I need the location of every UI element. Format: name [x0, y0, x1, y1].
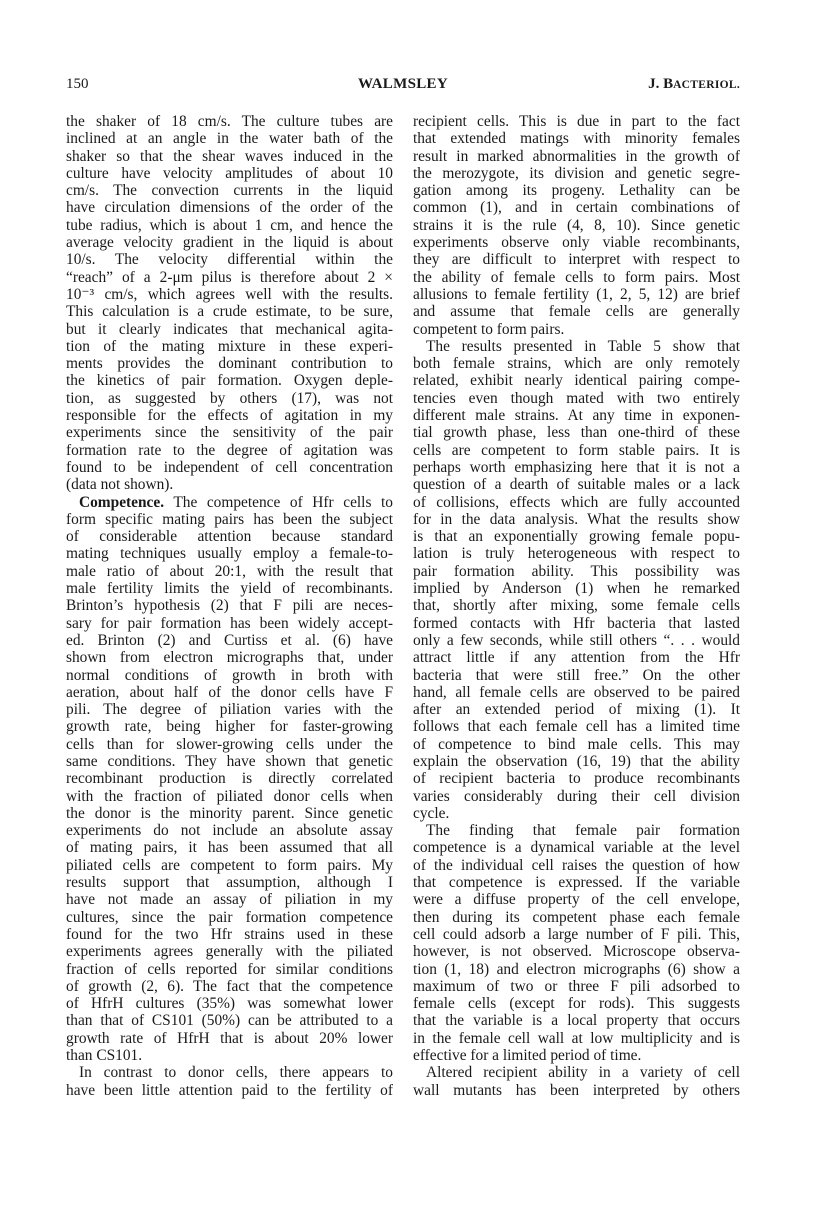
text-line — [66, 424, 393, 441]
text-line — [413, 251, 740, 268]
line-text: tion of the mating mixture in these experi- — [66, 337, 393, 355]
journal-rest: ACTERIOL. — [673, 79, 740, 91]
text-line — [66, 1082, 393, 1099]
line-text: form specific mating pairs has been the subject — [66, 510, 393, 528]
line-text: same conditions. They have shown that genetic — [66, 752, 393, 770]
line-text: normal conditions of growth in broth with — [66, 666, 393, 684]
text-line — [413, 632, 740, 649]
text-line — [66, 978, 393, 995]
line-text: however, is not observed. Microscope observa- — [413, 943, 740, 961]
text-line — [413, 459, 740, 476]
text-line — [66, 563, 393, 580]
line-text: cells are competent to form stable pairs. It is — [413, 441, 740, 459]
line-text: Altered recipient ability in a variety of cell — [426, 1064, 740, 1082]
text-line — [413, 355, 740, 372]
line-text: recipient cells. This is due in part to the fact — [413, 113, 740, 130]
text-line — [413, 442, 740, 459]
line-text: 10⁻³ cm/s, which agrees well with the results. — [66, 285, 393, 303]
text-line — [66, 407, 393, 424]
journal-prefix: J. B — [648, 76, 674, 92]
text-line — [66, 805, 393, 822]
line-text: ments provides the dominant contribution to — [66, 355, 393, 373]
line-text: experiments do not include an absolute assay — [66, 822, 393, 840]
line-text: inclined at an angle in the water bath of the — [66, 130, 393, 148]
text-line — [66, 736, 393, 753]
line-text: aeration, about half of the donor cells have F — [66, 683, 393, 701]
text-line — [413, 1082, 740, 1099]
line-text: for in the data analysis. What the results show — [413, 510, 740, 528]
line-text: Brinton’s hypothesis (2) that F pili are neces- — [66, 597, 393, 615]
text-line — [413, 926, 740, 943]
section-heading: Competence. — [79, 493, 165, 511]
line-text: piliated cells are competent to form pairs. My — [66, 856, 393, 874]
text-line — [413, 718, 740, 735]
line-text: have been little attention paid to the fertility of — [66, 1081, 393, 1099]
page-number: 150 — [66, 76, 89, 92]
text-line — [66, 355, 393, 372]
text-line — [413, 667, 740, 684]
line-text: responsible for the effects of agitation in my — [66, 407, 393, 425]
text-line — [413, 874, 740, 891]
text-line — [66, 338, 393, 355]
text-line — [413, 199, 740, 216]
line-text: female cells (except for rods). This suggests — [413, 995, 740, 1013]
line-text: varies considerably during their cell division — [413, 787, 740, 805]
text-line — [413, 148, 740, 165]
line-text: then during its competent phase each female — [413, 908, 740, 926]
line-text: The competence of Hfr cells to — [164, 493, 393, 511]
running-head-author: WALMSLEY — [358, 76, 448, 92]
text-line — [413, 321, 740, 338]
line-text: of HfrH cultures (35%) was somewhat lower — [66, 995, 393, 1013]
text-line — [413, 943, 740, 960]
text-line — [413, 407, 740, 424]
line-text: 10/s. The velocity differential within the — [66, 251, 393, 269]
line-text: results support that assumption, although I — [66, 874, 393, 892]
text-line — [413, 995, 740, 1012]
text-line — [66, 528, 393, 545]
line-text: shaker so that the shear waves induced in the — [66, 147, 393, 165]
text-line — [66, 788, 393, 805]
line-text: the ability of female cells to form pairs. Most — [413, 268, 740, 286]
line-text: pair formation ability. This possibility was — [413, 562, 740, 580]
text-line — [66, 511, 393, 528]
line-text: maximum of two or three F pili adsorbed to — [413, 977, 740, 995]
journal-name — [648, 76, 740, 93]
line-text: formation rate to the degree of agitation was — [66, 441, 393, 459]
text-line — [413, 338, 740, 355]
text-line — [413, 1012, 740, 1029]
text-line — [66, 165, 393, 182]
line-text: cells than for slower-growing cells under the — [66, 735, 393, 753]
line-text: have circulation dimensions of the order of the — [66, 199, 393, 217]
line-text: gation among its progeny. Lethality can be — [413, 182, 740, 200]
text-line — [413, 476, 740, 493]
text-line — [66, 995, 393, 1012]
text-line — [66, 442, 393, 459]
text-line — [413, 511, 740, 528]
line-text: experiments observe only viable recombinants, — [413, 234, 740, 252]
text-line — [413, 788, 740, 805]
text-line — [66, 234, 393, 251]
text-line — [66, 580, 393, 597]
line-text: of competence to bind male cells. This may — [413, 735, 740, 753]
text-line — [413, 372, 740, 389]
text-line — [66, 839, 393, 856]
text-line — [66, 148, 393, 165]
text-line — [66, 1047, 393, 1064]
line-text: perhaps worth emphasizing here that it is not a — [413, 458, 740, 476]
text-line — [66, 372, 393, 389]
left-column — [66, 113, 393, 1099]
line-text: tion (1, 18) and electron micrographs (6) show a — [413, 960, 740, 978]
text-line — [66, 632, 393, 649]
text-line — [66, 321, 393, 338]
line-text: competent to form pairs. — [413, 320, 565, 338]
line-text: the shaker of 18 cm/s. The culture tubes are — [66, 113, 393, 130]
text-line — [413, 286, 740, 303]
text-line — [66, 113, 393, 130]
text-line — [413, 891, 740, 908]
text-line — [66, 286, 393, 303]
line-text: of mating pairs, it has been assumed that all — [66, 839, 393, 857]
text-line — [66, 718, 393, 735]
text-line — [413, 165, 740, 182]
text-line — [66, 130, 393, 147]
line-text: effective for a limited period of time. — [413, 1047, 642, 1065]
line-text: only a few seconds, while still others “. . . would — [413, 631, 740, 649]
text-line — [66, 597, 393, 614]
line-text: that extended matings with minority females — [413, 130, 740, 148]
text-line — [66, 1064, 393, 1081]
text-line — [413, 234, 740, 251]
line-text: of collisions, effects which are fully accounted — [413, 493, 740, 511]
text-line — [413, 182, 740, 199]
line-text: the merozygote, its division and genetic segre- — [413, 164, 740, 182]
text-line — [413, 770, 740, 787]
line-text: both female strains, which are only remotely — [413, 355, 740, 373]
text-line — [66, 891, 393, 908]
text-line — [66, 961, 393, 978]
text-line — [413, 597, 740, 614]
text-line — [66, 615, 393, 632]
line-text: have not made an assay of piliation in my — [66, 891, 393, 909]
line-text: of the individual cell raises the question of how — [413, 856, 740, 874]
line-text: cm/s. The convection currents in the liquid — [66, 182, 393, 200]
line-text: question of a dearth of suitable males or a lack — [413, 476, 740, 494]
line-text: cycle. — [413, 804, 450, 822]
line-text: of recipient bacteria to produce recombinants — [413, 770, 740, 788]
text-line — [413, 857, 740, 874]
line-text: growth rate, being higher for faster-growing — [66, 718, 393, 736]
right-column — [413, 113, 740, 1099]
text-line — [66, 303, 393, 320]
text-line — [66, 857, 393, 874]
text-line — [66, 390, 393, 407]
text-line — [413, 805, 740, 822]
text-line — [413, 390, 740, 407]
text-line — [66, 494, 393, 511]
line-text: growth rate of HfrH that is about 20% lower — [66, 1029, 393, 1047]
line-text: cultures, since the pair formation competence — [66, 908, 393, 926]
line-text: but it clearly indicates that mechanical agita- — [66, 320, 393, 338]
line-text: competence is a dynamical variable at the level — [413, 839, 740, 857]
line-text: with the fraction of piliated donor cells when — [66, 787, 393, 805]
text-line — [413, 545, 740, 562]
text-line — [413, 615, 740, 632]
line-text: that competence is expressed. If the variable — [413, 874, 740, 892]
text-line — [66, 1012, 393, 1029]
line-text: male ratio of about 20:1, with the result that — [66, 562, 393, 580]
line-text: that the variable is a local property that occurs — [413, 1012, 740, 1030]
line-text: tencies even though mated with two entirely — [413, 389, 740, 407]
line-text: formed contacts with Hfr bacteria that lasted — [413, 614, 740, 632]
text-line — [66, 182, 393, 199]
text-line — [66, 545, 393, 562]
line-text: different male strains. At any time in exponen- — [413, 407, 740, 425]
text-line — [413, 753, 740, 770]
line-text: allusions to female fertility (1, 2, 5, 12) are brief — [413, 285, 740, 303]
line-text: wall mutants has been interpreted by others — [413, 1081, 740, 1099]
line-text: fraction of cells reported for similar conditions — [66, 960, 393, 978]
text-line — [66, 701, 393, 718]
line-text: In contrast to donor cells, there appears to — [79, 1064, 393, 1082]
text-line — [66, 476, 393, 493]
text-line — [413, 822, 740, 839]
text-line — [66, 770, 393, 787]
line-text: tube radius, which is about 1 cm, and hence the — [66, 216, 393, 234]
line-text: related, exhibit nearly identical pairing compe- — [413, 372, 740, 390]
line-text: The finding that female pair formation — [426, 822, 740, 840]
line-text: lation is truly heterogeneous with respect to — [413, 545, 740, 563]
text-line — [413, 961, 740, 978]
line-text: is that an exponentially growing female popu- — [413, 528, 740, 546]
line-text: of considerable attention because standard — [66, 528, 393, 546]
text-line — [66, 199, 393, 216]
text-line — [66, 459, 393, 476]
text-line — [66, 684, 393, 701]
text-line — [66, 909, 393, 926]
text-line — [413, 978, 740, 995]
text-line — [413, 1030, 740, 1047]
text-line — [66, 943, 393, 960]
line-text: and assume that female cells are generally — [413, 303, 740, 321]
line-text: culture have velocity amplitudes of about 10 — [66, 164, 393, 182]
text-line — [413, 130, 740, 147]
line-text: than CS101. — [66, 1047, 143, 1065]
line-text: mating techniques usually employ a female-to- — [66, 545, 393, 563]
line-text: the donor is the minority parent. Since genetic — [66, 804, 393, 822]
text-line — [66, 649, 393, 666]
line-text: ed. Brinton (2) and Curtiss et al. (6) have — [66, 631, 393, 649]
text-line — [66, 874, 393, 891]
text-line — [413, 303, 740, 320]
line-text: attract little if any attention from the Hfr — [413, 649, 740, 667]
line-text: implied by Anderson (1) when he remarked — [413, 580, 740, 598]
line-text: follows that each female cell has a limited time — [413, 718, 740, 736]
line-text: hand, all female cells are observed to be paired — [413, 683, 740, 701]
text-line — [413, 113, 740, 130]
text-line — [413, 701, 740, 718]
line-text: shown from electron micrographs that, under — [66, 649, 393, 667]
line-text: they are difficult to interpret with respect to — [413, 251, 740, 269]
line-text: of growth (2, 6). The fact that the competence — [66, 977, 393, 995]
text-line — [413, 580, 740, 597]
text-line — [66, 1030, 393, 1047]
text-line — [413, 1064, 740, 1081]
text-line — [66, 251, 393, 268]
text-line — [413, 494, 740, 511]
text-line — [413, 684, 740, 701]
line-text: that, shortly after mixing, some female cells — [413, 597, 740, 615]
line-text: (data not shown). — [66, 476, 174, 494]
line-text: common (1), and in certain combinations of — [413, 199, 740, 217]
text-line — [413, 1047, 740, 1064]
line-text: strains it is the rule (4, 8, 10). Since genetic — [413, 216, 740, 234]
text-line — [413, 736, 740, 753]
line-text: average velocity gradient in the liquid is about — [66, 234, 393, 252]
line-text: found for the two Hfr strains used in these — [66, 925, 393, 943]
text-line — [66, 269, 393, 286]
line-text: result in marked abnormalities in the growth of — [413, 147, 740, 165]
text-line — [66, 667, 393, 684]
text-line — [413, 839, 740, 856]
line-text: bacteria that were still free.” On the other — [413, 666, 740, 684]
line-text: “reach” of a 2-μm pilus is therefore about 2 × — [66, 268, 393, 286]
line-text: The results presented in Table 5 show that — [426, 337, 740, 355]
text-line — [413, 424, 740, 441]
text-line — [413, 909, 740, 926]
text-line — [66, 926, 393, 943]
line-text: recombinant production is directly correlated — [66, 770, 393, 788]
text-line — [413, 528, 740, 545]
text-line — [66, 217, 393, 234]
text-line — [413, 649, 740, 666]
line-text: sary for pair formation has been widely accept- — [66, 614, 393, 632]
line-text: cell could adsorb a large number of F pili. This, — [413, 925, 740, 943]
line-text: were a diffuse property of the cell envelope, — [413, 891, 740, 909]
line-text: experiments since the sensitivity of the pair — [66, 424, 393, 442]
line-text: after an extended period of mixing (1). It — [413, 701, 740, 719]
text-line — [66, 753, 393, 770]
text-line — [413, 269, 740, 286]
text-line — [413, 563, 740, 580]
line-text: male fertility limits the yield of recombinants. — [66, 580, 393, 598]
line-text: found to be independent of cell concentration — [66, 458, 393, 476]
line-text: This calculation is a crude estimate, to be sure, — [66, 303, 393, 321]
line-text: in the female cell wall at low multiplicity and is — [413, 1029, 740, 1047]
line-text: tial growth phase, less than one-third of these — [413, 424, 740, 442]
line-text: experiments agrees generally with the piliated — [66, 943, 393, 961]
line-text: explain the observation (16, 19) that the ability — [413, 752, 740, 770]
text-line — [66, 822, 393, 839]
line-text: tion, as suggested by others (17), was not — [66, 389, 393, 407]
line-text: pili. The degree of piliation varies with the — [66, 701, 393, 719]
page-header — [66, 76, 740, 98]
text-line — [413, 217, 740, 234]
line-text: than that of CS101 (50%) can be attributed to a — [66, 1012, 393, 1030]
line-text: the kinetics of pair formation. Oxygen deple- — [66, 372, 393, 390]
